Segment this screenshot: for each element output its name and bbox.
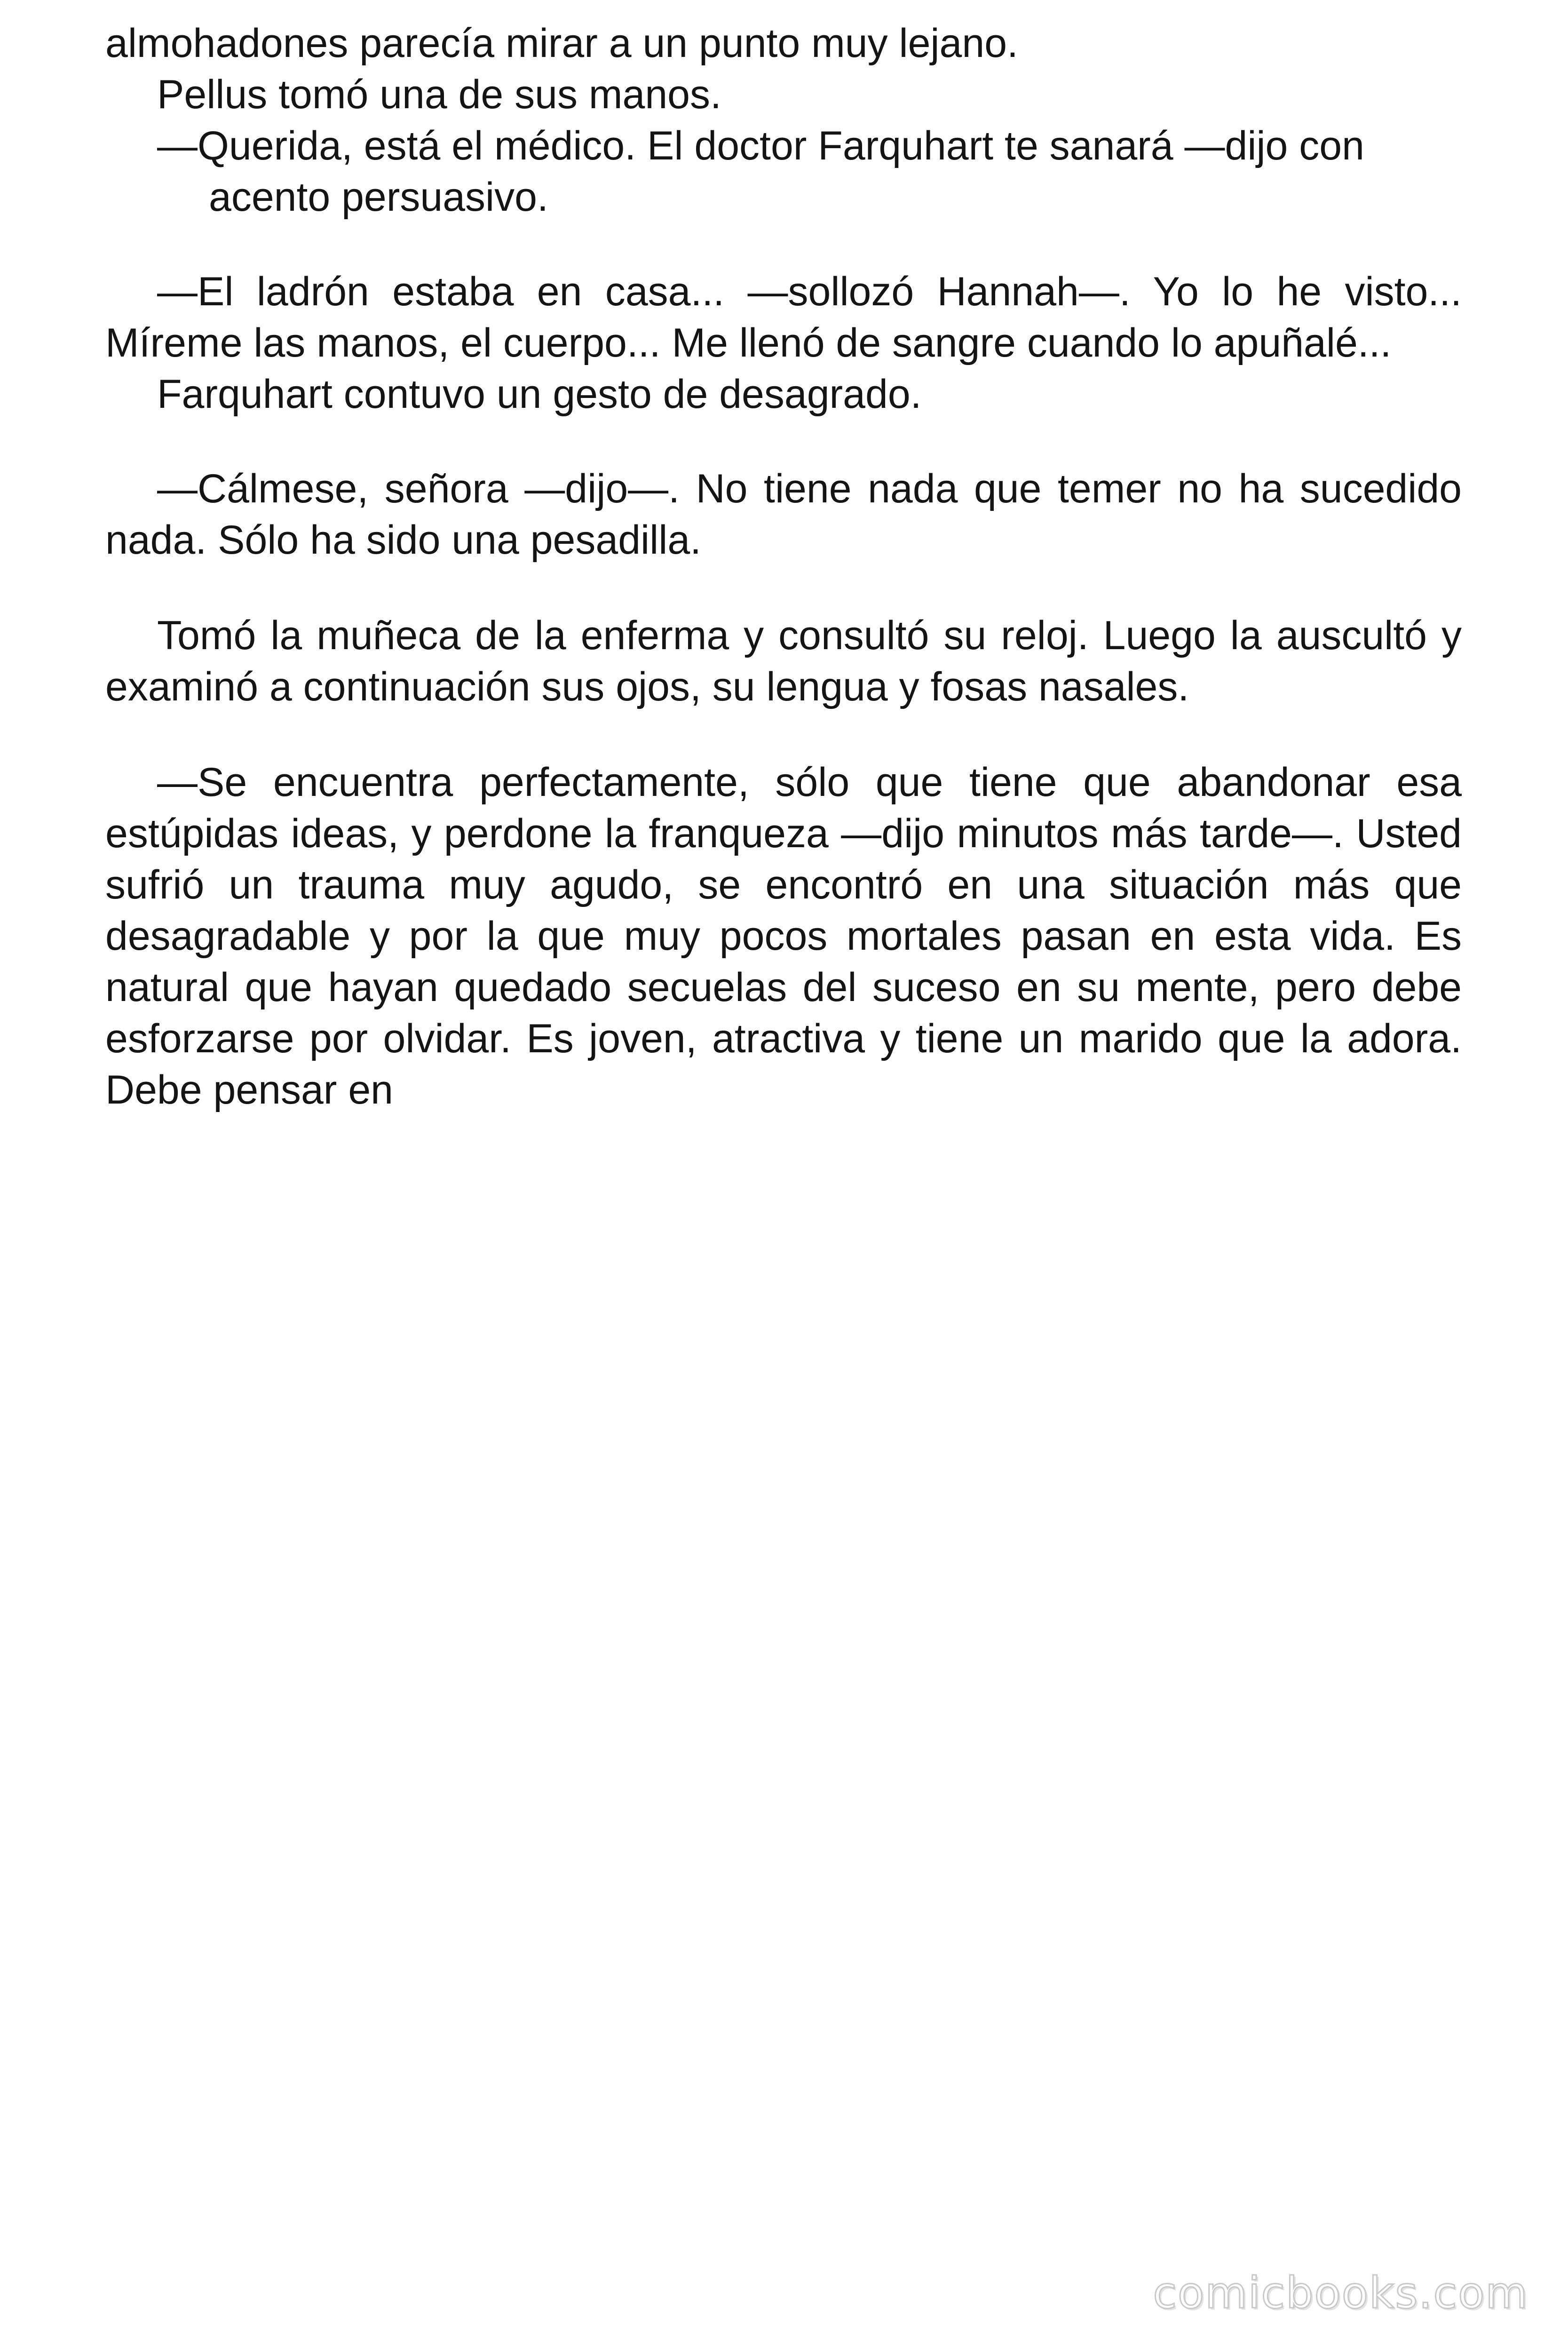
- paragraph-3-line-1: —Querida, está el médico. El doctor Farquhart te sanará —dijo con: [157, 123, 1364, 168]
- paragraph-7: Tomó la muñeca de la enferma y consultó su reloj. Luego la auscultó y examinó a continuación sus ojos, su lengua y fosas nasales.: [105, 613, 1462, 709]
- paragraph-1: almohadones parecía mirar a un punto muy lejano.: [105, 21, 1018, 66]
- paragraph-8: —Se encuentra perfectamente, sólo que tiene que abandonar esa estúpidas ideas, y perdone la franqueza —dijo minutos más tarde—. Usted sufrió un trauma muy agudo, se encontró en una situación más que desagradable y por la que muy pocos mortales pasan en esta vida. Es natural que hayan quedado secuelas del suceso en su mente, pero debe esforzarse por olvidar. Es joven, atractiva y tiene un marido que la adora. Debe pensar en: [105, 760, 1462, 1112]
- watermark-logo: comicbooks.com: [1153, 2268, 1528, 2318]
- page-body: [105, 18, 1462, 1116]
- paragraph-5: Farquhart contuvo un gesto de desagrado.: [157, 372, 922, 417]
- paragraph-6: —Cálmese, señora —dijo—. No tiene nada que temer no ha sucedido nada. Sólo ha sido una pesadilla.: [105, 466, 1462, 563]
- paragraph-2: Pellus tomó una de sus manos.: [157, 72, 721, 117]
- paragraph-4: —El ladrón estaba en casa... —sollozó Hannah—. Yo lo he visto... Míreme las manos, el cuerpo... Me llenó de sangre cuando lo apuñalé...: [105, 269, 1462, 366]
- paragraph-3-line-2: acento persuasivo.: [209, 175, 548, 220]
- paragraph-3: [105, 120, 1462, 223]
